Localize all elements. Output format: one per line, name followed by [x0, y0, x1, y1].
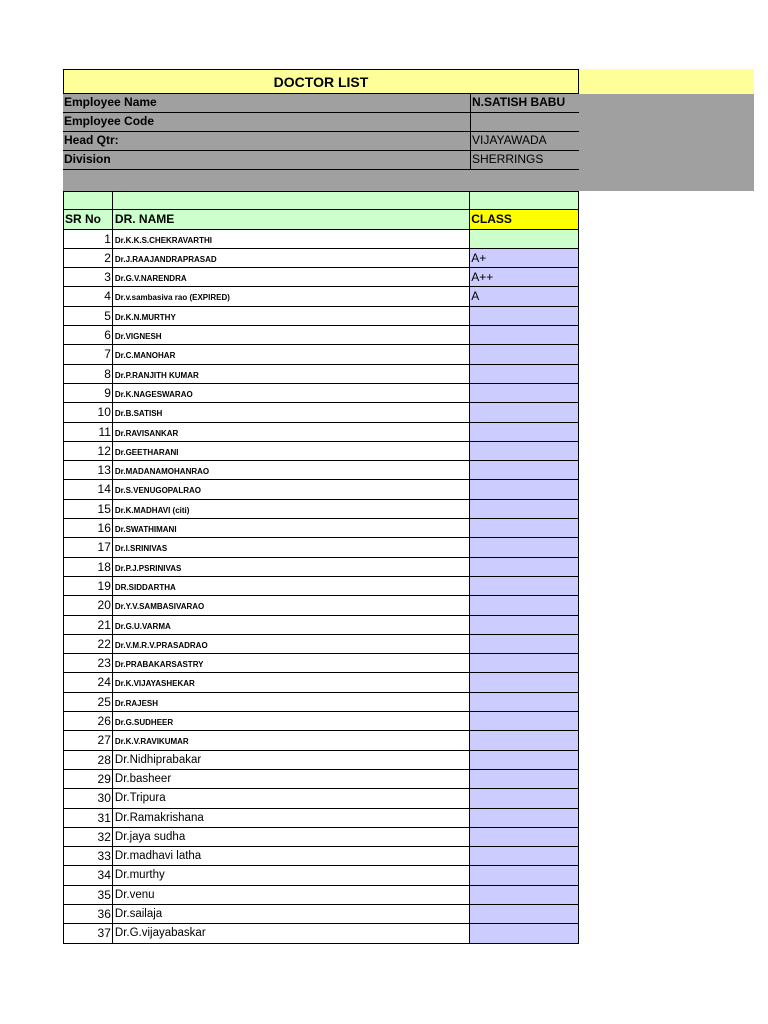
info-value[interactable]: VIJAYAWADA — [470, 132, 579, 150]
class-cell[interactable] — [469, 403, 579, 421]
table-row — [64, 866, 579, 885]
sr-no-cell[interactable]: 5 — [104, 308, 111, 323]
table-row — [64, 635, 579, 654]
table-row — [64, 230, 579, 249]
table-row — [64, 654, 579, 673]
info-label: Employee Code — [64, 114, 155, 128]
blank-cell[interactable] — [112, 192, 469, 209]
info-label: Head Qtr: — [64, 133, 119, 147]
class-cell[interactable] — [469, 905, 579, 923]
class-cell[interactable] — [469, 558, 579, 576]
sr-no-cell[interactable]: 36 — [97, 906, 111, 921]
sr-no-cell[interactable]: 11 — [98, 424, 111, 439]
doctor-name-cell[interactable]: Dr.PRABAKARSASTRY — [112, 654, 469, 672]
table-row — [64, 519, 579, 538]
doctor-name-cell[interactable]: Dr.MADANAMOHANRAO — [112, 461, 469, 479]
doctor-name-cell[interactable]: DR.SIDDARTHA — [112, 577, 469, 595]
table-header-row — [64, 210, 579, 229]
sr-no-cell[interactable]: 9 — [104, 385, 111, 400]
sr-no-cell[interactable]: 18 — [97, 559, 111, 574]
class-cell[interactable] — [469, 500, 579, 518]
column-header-sr: SR No — [64, 210, 112, 228]
sr-no-cell[interactable]: 8 — [104, 366, 111, 381]
doctor-name-cell[interactable]: Dr.P.RANJITH KUMAR — [112, 365, 469, 383]
sr-no-cell[interactable]: 24 — [97, 675, 111, 690]
class-cell[interactable] — [469, 866, 579, 884]
table-row — [64, 828, 579, 847]
sr-no-cell[interactable]: 10 — [97, 405, 111, 420]
sr-no-cell[interactable]: 17 — [97, 540, 111, 555]
doctor-name-cell[interactable]: Dr.GEETHARANI — [112, 442, 469, 460]
table-row — [64, 673, 579, 692]
info-value[interactable]: N.SATISH BABU — [470, 94, 579, 112]
sr-no-cell[interactable]: 22 — [97, 636, 111, 651]
blank-cell[interactable] — [469, 192, 579, 209]
table-row — [64, 268, 579, 287]
sr-no-cell[interactable]: 37 — [97, 926, 111, 941]
table-row — [64, 558, 579, 577]
table-row — [64, 616, 579, 635]
info-label: Division — [64, 152, 111, 166]
table-row — [64, 442, 579, 461]
doctor-name-cell[interactable]: Dr.jaya sudha — [112, 828, 469, 846]
table-row — [64, 731, 579, 750]
class-cell[interactable] — [469, 345, 579, 363]
sr-no-cell[interactable]: 6 — [104, 328, 111, 343]
blank-cell[interactable] — [64, 192, 112, 209]
info-row-employee-code — [63, 113, 579, 132]
sr-no-cell[interactable]: 12 — [97, 443, 111, 458]
table-row — [64, 847, 579, 866]
sr-no-cell[interactable]: 3 — [104, 270, 111, 285]
doctor-name-cell[interactable]: Dr.I.SRINIVAS — [112, 538, 469, 556]
class-cell[interactable] — [469, 423, 579, 441]
doctor-name-cell[interactable]: Dr.C.MANOHAR — [112, 345, 469, 363]
table-row — [64, 577, 579, 596]
class-cell[interactable] — [469, 770, 579, 788]
class-cell[interactable] — [469, 828, 579, 846]
doctor-name-cell[interactable]: Dr.sailaja — [112, 905, 469, 923]
class-cell[interactable] — [469, 809, 579, 827]
doctor-name-cell[interactable]: Dr.J.RAAJANDRAPRASAD — [112, 249, 469, 267]
doctor-name-cell[interactable]: Dr.K.V.RAVIKUMAR — [112, 731, 469, 749]
class-cell[interactable] — [469, 461, 579, 479]
sr-no-cell[interactable]: 4 — [104, 289, 111, 304]
doctor-name-cell[interactable]: Dr.Ramakrishana — [112, 809, 469, 827]
sr-no-cell[interactable]: 31 — [97, 810, 111, 825]
doctor-name-cell[interactable]: Dr.basheer — [112, 770, 469, 788]
doctor-name-cell[interactable]: Dr.Tripura — [112, 789, 469, 807]
doctor-name-cell[interactable]: Dr.G.U.VARMA — [112, 616, 469, 634]
table-row — [64, 712, 579, 731]
class-cell[interactable] — [469, 326, 579, 344]
class-cell[interactable] — [469, 693, 579, 711]
class-cell[interactable] — [469, 789, 579, 807]
class-cell[interactable] — [469, 384, 579, 402]
class-cell[interactable] — [469, 712, 579, 730]
table-row — [64, 770, 579, 789]
column-header-class: CLASS — [469, 210, 579, 228]
sr-no-cell[interactable]: 33 — [97, 849, 111, 864]
info-row-head-qtr — [63, 132, 579, 151]
table-row — [64, 403, 579, 422]
class-cell[interactable] — [469, 635, 579, 653]
table-row — [64, 423, 579, 442]
doctor-name-cell[interactable]: Dr.G.V.NARENDRA — [112, 268, 469, 286]
doctor-name-cell[interactable]: Dr.P.J.PSRINIVAS — [112, 558, 469, 576]
sr-no-cell[interactable]: 20 — [97, 598, 111, 613]
doctor-name-cell[interactable]: Dr.RAJESH — [112, 693, 469, 711]
doctor-name-cell[interactable]: Dr.murthy — [112, 866, 469, 884]
sr-no-cell[interactable]: 23 — [97, 656, 111, 671]
class-cell[interactable] — [469, 886, 579, 904]
sr-no-cell[interactable]: 16 — [97, 521, 111, 536]
class-cell[interactable] — [469, 365, 579, 383]
sr-no-cell[interactable]: 1 — [104, 231, 111, 246]
sr-no-cell[interactable]: 13 — [97, 463, 111, 478]
sr-no-cell[interactable]: 21 — [97, 617, 111, 632]
class-cell[interactable] — [469, 307, 579, 325]
class-cell[interactable] — [469, 596, 579, 614]
doctor-name-cell[interactable]: Dr.G.vijayabaskar — [112, 924, 469, 942]
table-row — [64, 365, 579, 384]
table-row — [64, 500, 579, 519]
doctor-name-cell[interactable]: Dr.SWATHIMANI — [112, 519, 469, 537]
doctor-name-cell[interactable]: Dr.VIGNESH — [112, 326, 469, 344]
info-value[interactable] — [470, 113, 579, 131]
doctor-name-cell[interactable]: Dr.venu — [112, 886, 469, 904]
class-cell[interactable] — [469, 673, 579, 691]
column-header-name: DR. NAME — [112, 210, 469, 228]
class-cell[interactable] — [469, 230, 579, 248]
table-row — [64, 596, 579, 615]
doctor-name-cell[interactable]: Dr.v.sambasiva rao (EXPIRED) — [112, 287, 469, 305]
table-row — [64, 461, 579, 480]
table-row — [64, 307, 579, 326]
doctor-name-cell[interactable]: Dr.G.SUDHEER — [112, 712, 469, 730]
table-row — [64, 924, 579, 943]
doctor-name-cell[interactable]: Dr.K.NAGESWARAO — [112, 384, 469, 402]
doctor-table — [63, 191, 579, 944]
doctor-name-cell[interactable]: Dr.V.M.R.V.PRASADRAO — [112, 635, 469, 653]
sr-no-cell[interactable]: 35 — [97, 887, 111, 902]
table-row — [64, 886, 579, 905]
page-title: DOCTOR LIST — [63, 69, 579, 94]
sr-no-cell[interactable]: 28 — [97, 752, 111, 767]
sr-no-cell[interactable]: 29 — [97, 771, 111, 786]
class-cell[interactable] — [469, 538, 579, 556]
sr-no-cell[interactable]: 25 — [97, 694, 111, 709]
table-row — [64, 249, 579, 268]
blank-header-row — [64, 191, 579, 210]
sr-no-cell[interactable]: 7 — [104, 347, 111, 362]
class-cell[interactable] — [469, 442, 579, 460]
class-cell[interactable]: A++ — [469, 268, 579, 286]
table-row — [64, 751, 579, 770]
table-row — [64, 809, 579, 828]
table-row — [64, 693, 579, 712]
table-row — [64, 287, 579, 306]
doctor-name-cell[interactable]: Dr.K.MADHAVI (citi) — [112, 500, 469, 518]
sr-no-cell[interactable]: 19 — [97, 578, 111, 593]
table-row — [64, 326, 579, 345]
info-row-division — [63, 151, 579, 170]
sr-no-cell[interactable]: 26 — [97, 714, 111, 729]
doctor-name-cell[interactable]: Dr.Nidhiprabakar — [112, 751, 469, 769]
doctor-name-cell[interactable]: Dr.K.K.S.CHEKRAVARTHI — [112, 230, 469, 248]
doctor-name-cell[interactable]: Dr.Y.V.SAMBASIVARAO — [112, 596, 469, 614]
info-value[interactable]: SHERRINGS — [470, 151, 579, 169]
class-cell[interactable] — [469, 751, 579, 769]
class-cell[interactable]: A+ — [469, 249, 579, 267]
table-row — [64, 480, 579, 499]
class-cell[interactable] — [469, 847, 579, 865]
class-cell[interactable]: A — [469, 287, 579, 305]
sr-no-cell[interactable]: 27 — [97, 733, 111, 748]
doctor-name-cell[interactable]: Dr.B.SATISH — [112, 403, 469, 421]
info-row-employee-name — [63, 94, 579, 113]
table-row — [64, 789, 579, 808]
doctor-name-cell[interactable]: Dr.RAVISANKAR — [112, 423, 469, 441]
doctor-name-cell[interactable]: Dr.madhavi latha — [112, 847, 469, 865]
sr-no-cell[interactable]: 30 — [97, 791, 111, 806]
class-cell[interactable] — [469, 577, 579, 595]
info-label: Employee Name — [64, 95, 157, 109]
doctor-name-cell[interactable]: Dr.K.VIJAYASHEKAR — [112, 673, 469, 691]
class-cell[interactable] — [469, 480, 579, 498]
table-row — [64, 538, 579, 557]
class-cell[interactable] — [469, 731, 579, 749]
doctor-name-cell[interactable]: Dr.K.N.MURTHY — [112, 307, 469, 325]
class-cell[interactable] — [469, 924, 579, 942]
sr-no-cell[interactable]: 34 — [97, 868, 111, 883]
class-cell[interactable] — [469, 519, 579, 537]
sr-no-cell[interactable]: 2 — [104, 250, 111, 265]
table-row — [64, 345, 579, 364]
table-row — [64, 905, 579, 924]
class-cell[interactable] — [469, 616, 579, 634]
table-row — [64, 384, 579, 403]
sr-no-cell[interactable]: 15 — [97, 501, 111, 516]
class-cell[interactable] — [469, 654, 579, 672]
doctor-name-cell[interactable]: Dr.S.VENUGOPALRAO — [112, 480, 469, 498]
sr-no-cell[interactable]: 32 — [97, 829, 111, 844]
sr-no-cell[interactable]: 14 — [97, 482, 111, 497]
